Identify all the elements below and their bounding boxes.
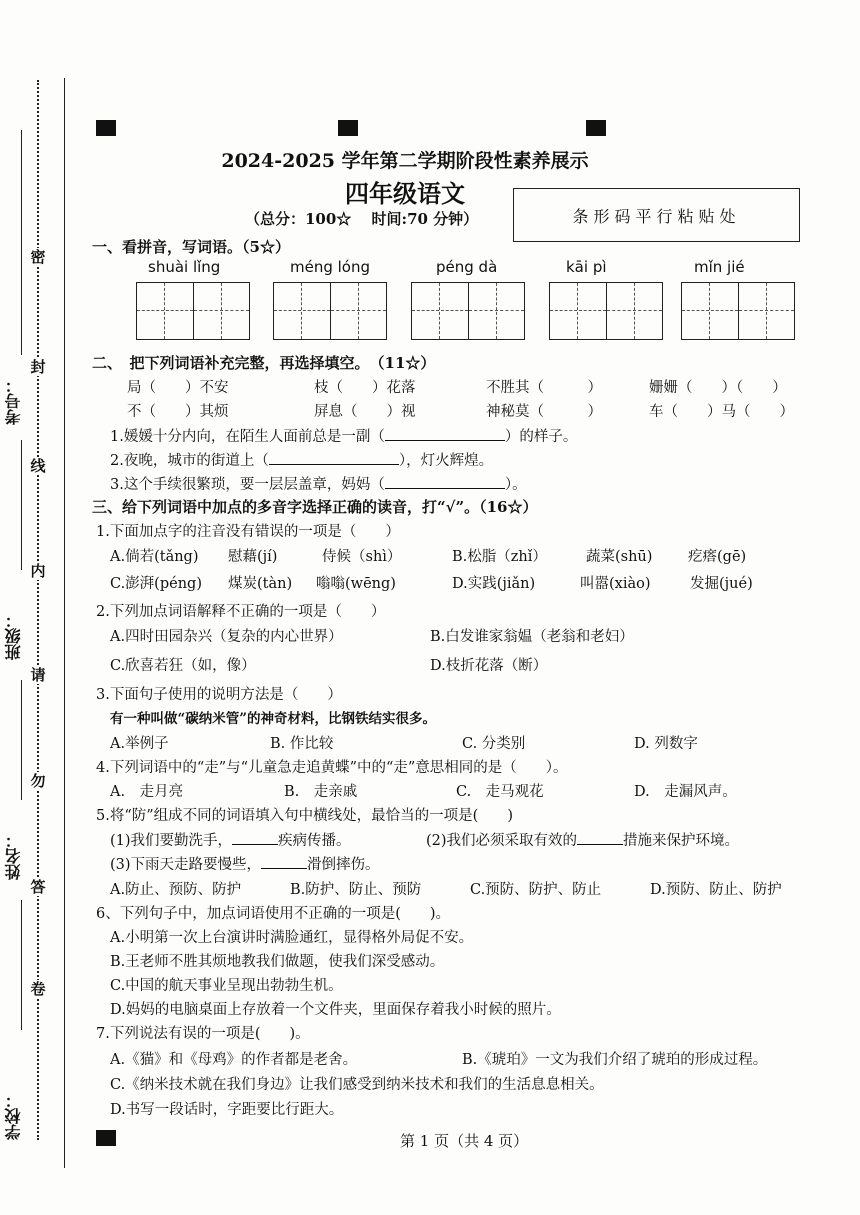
exam-number-line <box>21 130 22 355</box>
question-3: 3.下面句子使用的说明方法是（ ） <box>96 687 342 703</box>
registration-mark <box>96 1130 116 1146</box>
option[interactable]: C.《纳米技术就在我们身边》让我们感受到纳米技术和我们的生活息息相关。 <box>110 1077 604 1093</box>
registration-mark <box>338 120 358 136</box>
exam-title: 2024-2025 学年第二学期阶段性素养展示 <box>221 150 589 172</box>
option[interactable]: D.实践(jiǎn) <box>452 576 536 592</box>
option: 发掘(jué) <box>690 576 753 592</box>
question-7: 7.下列说法有误的一项是( )。 <box>96 1026 310 1042</box>
option: 嗡嗡(wēng) <box>316 576 396 592</box>
option[interactable]: D. 走漏风声。 <box>634 784 737 800</box>
question-1: 1.下面加点字的注音没有错误的一项是（ ） <box>96 524 400 540</box>
option: 疙瘩(gē) <box>688 549 747 565</box>
class-label: 班级： <box>4 612 23 660</box>
barcode-box: 条形码平行粘贴处 <box>513 188 800 242</box>
option[interactable]: A.小明第一次上台演讲时满脸通红，显得格外局促不安。 <box>110 930 474 946</box>
option: 叫嚣(xiào) <box>580 576 651 592</box>
seal-word: 密 <box>28 248 48 266</box>
fill-question-3: 3.这个手续很繁琐，要一层层盖章，妈妈（ ）。 <box>110 473 527 494</box>
option[interactable]: B.王老师不胜其烦地教我们做题，使我们深受感动。 <box>110 954 445 970</box>
q5-blank-3: (3)下雨天走路要慢些， 滑倒摔伤。 <box>110 853 380 874</box>
seal-word: 封 <box>28 358 48 376</box>
q5-blank-2: (2)我们必须采取有效的 措施来保护环境。 <box>426 829 739 850</box>
name-line <box>21 680 22 800</box>
seal-word: 请 <box>28 666 48 684</box>
writing-grid[interactable] <box>681 282 795 340</box>
writing-grid[interactable] <box>273 282 387 340</box>
registration-mark <box>586 120 606 136</box>
writing-grid[interactable] <box>549 282 663 340</box>
option[interactable]: D.妈妈的电脑桌面上存放着一个文件夹，里面保存着我小时候的照片。 <box>110 1002 561 1018</box>
name-label: 姓名： <box>4 832 23 880</box>
class-line <box>21 440 22 570</box>
option[interactable]: C.欣喜若狂（如，像） <box>110 658 256 674</box>
idiom-item: 不（ ）其烦 <box>127 404 229 420</box>
option[interactable]: D.枝折花落（断） <box>430 658 548 674</box>
option[interactable]: D. 列数字 <box>634 736 698 752</box>
section-1-heading: 一、看拼音，写词语。（5☆） <box>92 238 290 256</box>
idiom-item: 神秘莫（ ） <box>486 404 602 420</box>
question-5: 5.将“防”组成不同的词语填入句中横线处，最恰当的一项是( ) <box>96 808 513 824</box>
section-3-heading: 三、给下列词语中加点的多音字选择正确的读音，打“√”。（16☆） <box>92 498 538 516</box>
writing-grid[interactable] <box>411 282 525 340</box>
option[interactable]: B.白发谁家翁媪（老翁和老妇） <box>430 629 634 645</box>
idiom-item: 局（ ）不安 <box>127 380 229 396</box>
answer-blank[interactable] <box>577 830 623 845</box>
page-number: 第 1 页（共 4 页） <box>400 1132 529 1150</box>
idiom-item: 屏息（ ）视 <box>314 404 416 420</box>
binding-rule <box>64 78 65 1168</box>
option[interactable]: C.中国的航天事业呈现出勃勃生机。 <box>110 978 343 994</box>
option[interactable]: B. 作比较 <box>270 736 334 752</box>
answer-blank[interactable] <box>385 474 505 489</box>
pinyin: mǐn jié <box>694 258 745 276</box>
option[interactable]: B.防护、防止、预防 <box>290 882 422 898</box>
option[interactable]: A.四时田园杂兴（复杂的内心世界） <box>110 629 343 645</box>
question-2: 2.下列加点词语解释不正确的一项是（ ） <box>96 604 386 620</box>
option[interactable]: D.书写一段话时，字距要比行距大。 <box>110 1102 344 1118</box>
section-2-heading: 二、 把下列词语补充完整，再选择填空。 （11☆） <box>92 354 436 372</box>
option: 慰藉(jí) <box>228 549 278 565</box>
registration-mark <box>96 120 116 136</box>
exam-subject: 四年级语文 <box>345 179 465 208</box>
idiom-item: 车（ ）马（ ） <box>649 404 794 420</box>
idiom-item: 姗姗（ ）（ ） <box>649 380 787 396</box>
school-label: 学校： <box>4 1092 23 1140</box>
option: 煤炭(tàn) <box>228 576 293 592</box>
answer-blank[interactable] <box>269 450 399 465</box>
idiom-item: 枝（ ）花落 <box>314 380 416 396</box>
writing-grid[interactable] <box>136 282 250 340</box>
question-3-sentence: 有一种叫做“碳纳米管”的神奇材料，比钢铁结实很多。 <box>110 711 437 727</box>
option[interactable]: C.预防、防护、防止 <box>470 882 602 898</box>
seal-word: 线 <box>28 457 48 475</box>
question-4: 4.下列词语中的“走”与“儿童急走追黄蝶”中的“走”意思相同的是（ ）。 <box>96 760 568 776</box>
q5-blank-1: (1)我们要勤洗手， 疾病传播。 <box>110 829 351 850</box>
exam-info: （总分：100☆ 时间:70 分钟） <box>245 210 479 228</box>
idiom-item: 不胜其（ ） <box>486 380 602 396</box>
exam-number-label: 考号： <box>4 377 23 425</box>
option[interactable]: A. 走月亮 <box>110 784 184 800</box>
option: 蔬菜(shū) <box>586 549 653 565</box>
option[interactable]: B. 走亲戚 <box>284 784 358 800</box>
fill-question-1: 1.媛媛十分内向，在陌生人面前总是一副（ ）的样子。 <box>110 425 577 446</box>
answer-blank[interactable] <box>261 854 307 869</box>
seal-word: 答 <box>28 878 48 896</box>
school-line <box>21 900 22 1030</box>
answer-blank[interactable] <box>385 426 505 441</box>
option: 侍候（shì） <box>322 549 402 565</box>
option[interactable]: D.预防、防止、防护 <box>650 882 782 898</box>
option[interactable]: A.《猫》和《母鸡》的作者都是老舍。 <box>110 1052 358 1068</box>
option[interactable]: A.举例子 <box>110 736 169 752</box>
option[interactable]: C. 分类别 <box>462 736 526 752</box>
pinyin: shuài lǐng <box>148 258 221 276</box>
option[interactable]: A.倘若(tǎng) <box>110 549 199 565</box>
seal-word: 内 <box>28 562 48 580</box>
pinyin: kāi pì <box>566 258 607 276</box>
question-6: 6、下列句子中，加点词语使用不正确的一项是( )。 <box>96 906 451 922</box>
seal-word: 勿 <box>28 772 48 790</box>
seal-word: 卷 <box>28 980 48 998</box>
pinyin: péng dà <box>436 258 498 276</box>
option[interactable]: C.澎湃(péng) <box>110 576 202 592</box>
option[interactable]: B.《琥珀》一文为我们介绍了琥珀的形成过程。 <box>462 1052 768 1068</box>
option[interactable]: B.松脂（zhǐ） <box>452 549 547 565</box>
option[interactable]: A.防止、预防、防护 <box>110 882 242 898</box>
answer-blank[interactable] <box>232 830 278 845</box>
fill-question-2: 2.夜晚，城市的街道上（ ），灯火辉煌。 <box>110 449 493 470</box>
pinyin: méng lóng <box>290 258 371 276</box>
option[interactable]: C. 走马观花 <box>456 784 544 800</box>
